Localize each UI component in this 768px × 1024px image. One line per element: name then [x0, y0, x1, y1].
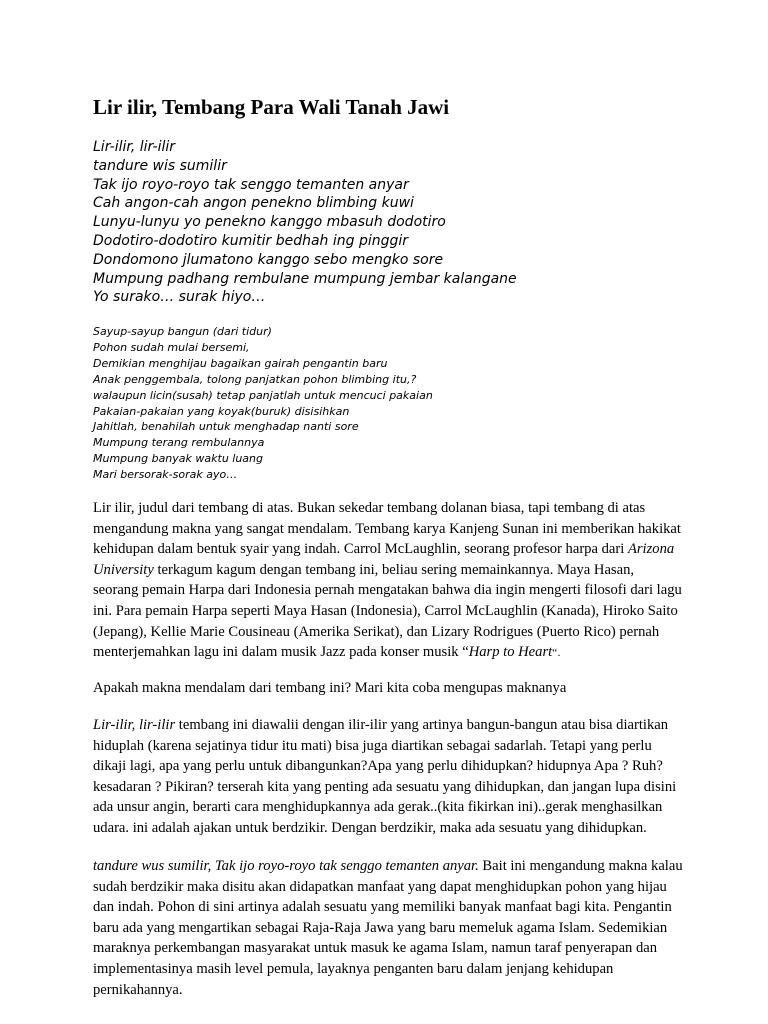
lyric-line: Lir-ilir, lir-ilir [93, 139, 176, 155]
translation-line: walaupun licin(susah) tetap panjatlah untuk mencuci pakaian [93, 388, 433, 402]
translation-line: Demikian menghijau bagaikan gairah pengantin baru [93, 356, 388, 370]
verse-quote: Lir-ilir, lir-ilir [93, 717, 176, 733]
paragraph-text: terkagum kagum dengan tembang ini, beliau sering memainkannya. Maya Hasan, seorang pemain Harpa dari Indonesia pernah mengatakan bahwa dia ingin mengerti filosofi dari lagu ini. Para pemain Harpa seperti Maya Hasan (Indonesia), Carrol McLaughlin (Kanada), Hiroko Saito (Jepang), Kellie Marie Cousineau (Amerika Serikat), dan Lizary Rodrigues (Puerto Rico) pernah menterjemahkan lagu ini dalam musik Jazz pada konser musik “ [93, 561, 682, 661]
translation-line: Sayup-sayup bangun (dari tidur) [93, 325, 272, 338]
translation-line: Mumpung terang rembulannya [93, 436, 265, 450]
paragraph-meaning-1 [93, 715, 683, 839]
translation-line: Pakaian-pakaian yang koyak(buruk) disisihkan [93, 404, 350, 418]
translation-line: Mari bersorak-sorak ayo… [93, 468, 238, 482]
paragraph-question [93, 678, 683, 699]
translation-line: Anak penggembala, tolong panjatkan pohon blimbing itu,? [93, 372, 417, 386]
page-title: Lir ilir, Tembang Para Wali Tanah Jawi [93, 95, 450, 119]
translation-line: Pohon sudah mulai bersemi, [93, 340, 250, 354]
lyric-line: Yo surako… surak hiyo… [93, 289, 266, 306]
lyric-line: Cah angon-cah angon penekno blimbing kuwi [93, 195, 414, 212]
paragraph-text: Bait ini mengandung makna kalau sudah berdzikir maka disitu akan didapatkan manfaat yang dapat menghidupkan pohon yang hijau dan indah. Pohon di sini artinya adalah sesuatu yang memiliki banyak manfaat bagi kita. Pengantin baru ada yang mengartikan sebagai Raja-Raja Jawa yang baru memeluk agama Islam. Sedemikian maraknya perkembangan masyarakat untuk masuk ke agama Islam, namun taraf penyerapan dan implementasinya masih level pemula, layaknya penganten baru dalam jenjang kehidupan pernikahannya. [93, 858, 683, 998]
university-name: Arizona University [93, 541, 675, 578]
lyric-line: Dodotiro-dodotiro kumitir bedhah ing pinggir [93, 232, 409, 249]
paragraph-text: Apakah makna mendalam dari tembang ini? Mari kita coba mengupas maknanya [93, 680, 567, 696]
lyric-line: Lunyu-lunyu yo penekno kanggo mbasuh dodotiro [93, 214, 446, 231]
paragraph-text: “. [552, 647, 561, 660]
paragraph-meaning-2 [93, 856, 683, 1000]
paragraph-text: tembang ini diawalii dengan ilir-ilir yang artinya bangun-bangun atau bisa diartikan hiduplah (karena sejatinya tidur itu mati) bisa juga diartikan sebagai sadarlah. Tetapi yang perlu dikaji lagi, apa yang perlu untuk dibangunkan?Apa yang perlu dihidupkan? hidupnya Apa ? Ruh? kesadaran ? Pikiran? terserah kita yang penting ada sesuatu yang dihidupkan, dan jangan lupa disini ada unsur angin, berarti cara menghidupkannya ada gerak..(kita fikirkan ini)..gerak menghasilkan udara. ini adalah ajakan untuk berdzikir. Dengan berdzikir, maka ada sesuatu yang dihidupkan. [93, 717, 677, 836]
lyric-line: Mumpung padhang rembulane mumpung jembar kalangane [93, 270, 517, 287]
translation-block [93, 324, 433, 483]
paragraph-text: Lir ilir, judul dari tembang di atas. Bukan sekedar tembang dolanan biasa, tapi tembang di atas mengandung makna yang sangat mendalam. Tembang karya Kanjeng Sunan ini memberikan hakikat kehidupan dalam bentuk syair yang indah. Carrol McLaughlin, seorang profesor harpa dari [93, 500, 681, 558]
lyrics-block [93, 138, 517, 307]
paragraph-intro [93, 498, 683, 664]
translation-line: Jahitlah, benahilah untuk menghadap nanti sore [93, 420, 359, 434]
concert-name: Harp to Heart [468, 644, 553, 661]
verse-quote: tandure wus sumilir, Tak ijo royo-royo tak senggo temanten anyar. [93, 858, 479, 874]
lyric-line: Tak ijo royo-royo tak senggo temanten anyar [93, 176, 409, 193]
lyric-line: Dondomono jlumatono kanggo sebo mengko sore [93, 251, 444, 268]
lyric-line: tandure wis sumilir [93, 157, 227, 174]
translation-line: Mumpung banyak waktu luang [93, 452, 264, 466]
